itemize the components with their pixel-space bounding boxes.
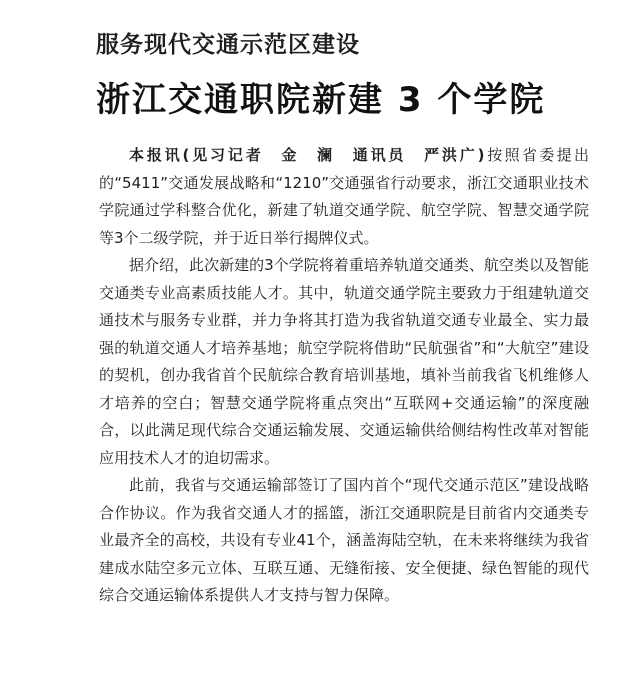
article-subtitle: 服务现代交通示范区建设 [96, 32, 360, 58]
paragraph-1-text: 按照省委提出的“5411”交通发展战略和“1210”交通强省行动要求，浙江交通职业技术学院通过学科整合优化，新建了轨道交通学院、航空学院、智慧交通学院等3个二级学院，并于近日举行揭牌仪式。 [99, 146, 589, 247]
article-paragraph-2: 据介绍，此次新建的3个学院将着重培养轨道交通类、航空类以及智能交通类专业高素质技能人才。其中，轨道交通学院主要致力于组建轨道交通技术与服务专业群，并力争将其打造为我省轨道交通专业最全、实力最强的轨道交通人才培养基地；航空学院将借助“民航强省”和“大航空”建设的契机，创办我省首个民航综合教育培训基地，填补当前我省飞机维修人才培养的空白；智慧交通学院将重点突出“互联网+交通运输”的深度融合，以此满足现代综合交通运输发展、交通运输供给侧结构性改革对智能应用技术人才的迫切需求。 [99, 256, 589, 467]
article-paragraph-3: 此前，我省与交通运输部签订了国内首个“现代交通示范区”建设战略合作协议。作为我省交通人才的摇篮，浙江交通职院是目前省内交通类专业最齐全的高校，共设有专业41个，涵盖海陆空轨，在未来将继续为我省建成水陆空多元立体、互联互通、无缝衔接、安全便捷、绿色智能的现代综合交通运输体系提供人才支持与智力保障。 [99, 476, 589, 604]
article-body [99, 142, 589, 610]
article-paragraph-1 [99, 142, 589, 252]
article-byline: 本报讯(见习记者 金 澜 通讯员 严洪广) [129, 146, 485, 164]
article-headline: 浙江交通职院新建 3 个学院 [96, 80, 546, 120]
